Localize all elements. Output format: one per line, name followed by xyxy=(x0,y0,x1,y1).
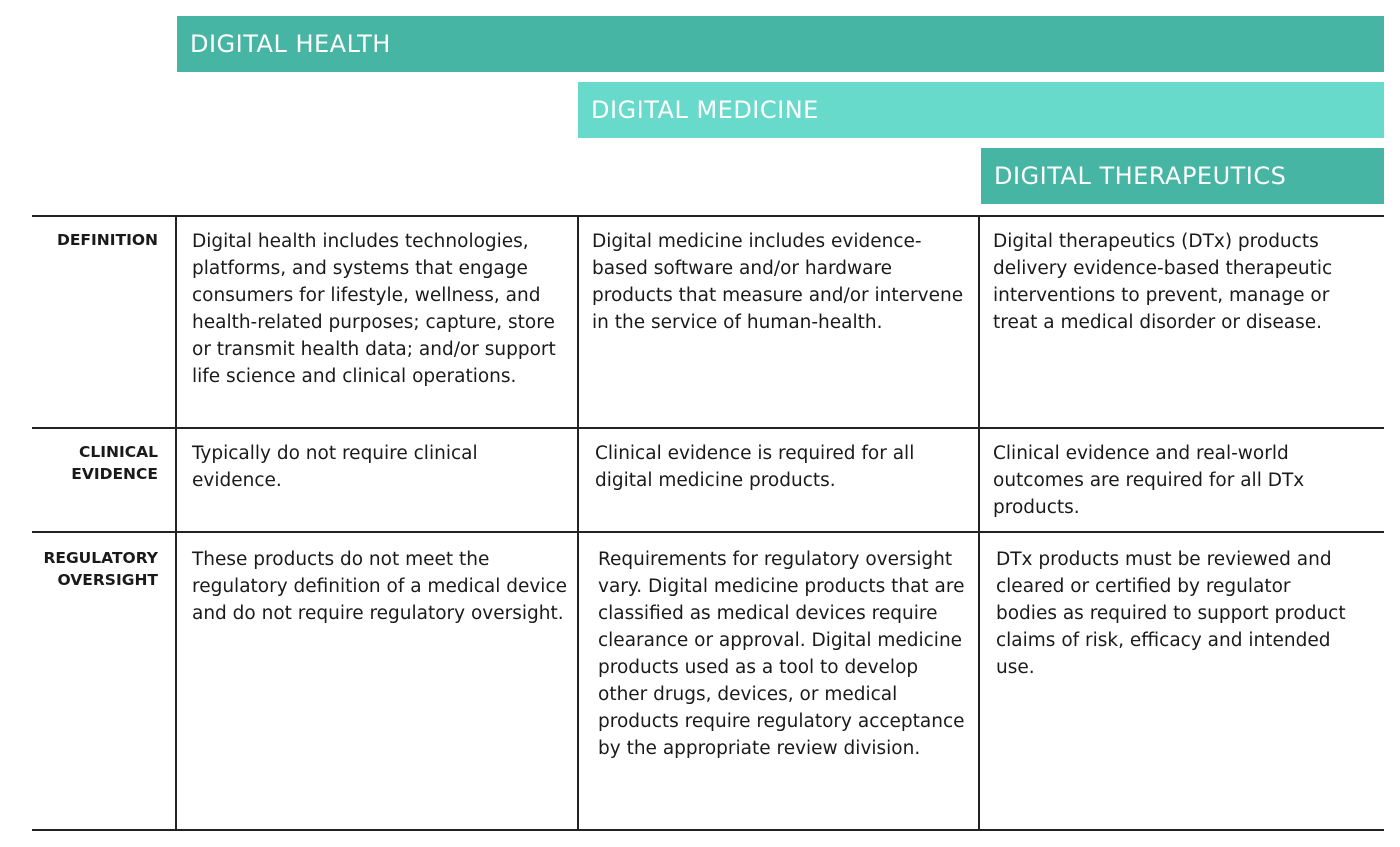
digital-health-label: DIGITAL HEALTH xyxy=(190,30,391,58)
row-divider-2 xyxy=(32,531,1384,533)
column-divider-2 xyxy=(577,216,579,830)
definition-medicine-cell: Digital medicine includes evidence-based software and/or hardware products that measure and/or intervene in the service of human-health. xyxy=(592,231,964,333)
clinical-label-line1: CLINICAL xyxy=(78,443,158,461)
clinical-label-line2: EVIDENCE xyxy=(71,465,158,483)
clinical-medicine-cell: Clinical evidence is required for all digital medicine products. xyxy=(595,443,915,491)
digital-health-band xyxy=(177,16,1384,72)
digital-therapeutics-label: DIGITAL THERAPEUTICS xyxy=(994,162,1287,190)
digital-therapeutics-band xyxy=(981,148,1384,204)
clinical-health-cell: Typically do not require clinical evidence. xyxy=(192,443,478,491)
definition-label-text: DEFINITION xyxy=(56,231,158,249)
column-divider-1 xyxy=(175,216,177,830)
row-divider-1 xyxy=(32,427,1384,429)
digital-medicine-label: DIGITAL MEDICINE xyxy=(591,96,819,124)
regulatory-label-line2: OVERSIGHT xyxy=(57,571,158,589)
digital-medicine-band xyxy=(578,82,1384,138)
table-top-rule xyxy=(32,215,1384,217)
definition-health-cell: Digital health includes technologies, platforms, and systems that engage consumers for lifestyle, wellness, and health-related purposes; capture, store or transmit health data; and/or support life science and clinical operations. xyxy=(192,231,556,387)
column-divider-3 xyxy=(978,216,980,830)
regulatory-label-line1: REGULATORY xyxy=(43,549,158,567)
regulatory-medicine-cell: Requirements for regulatory oversight vary. Digital medicine products that are classified as medical devices require clearance or approval. Digital medicine products used as a tool to develop other drugs, devices, or medical products require regulatory acceptance by the appropriate review division. xyxy=(598,549,965,759)
definition-row-label xyxy=(32,229,158,251)
clinical-evidence-row-label xyxy=(32,441,158,485)
regulatory-therapeutics-cell: DTx products must be reviewed and cleared or certified by regulator bodies as required to support product claims of risk, efficacy and intended use. xyxy=(996,549,1346,678)
definition-therapeutics-cell: Digital therapeutics (DTx) products delivery evidence-based therapeutic interventions to prevent, manage or treat a medical disorder or disease. xyxy=(993,231,1333,333)
table-bottom-rule xyxy=(32,829,1384,831)
clinical-therapeutics-cell: Clinical evidence and real-world outcomes are required for all DTx products. xyxy=(993,443,1305,518)
regulatory-oversight-row-label xyxy=(32,547,158,591)
regulatory-health-cell: These products do not meet the regulatory definition of a medical device and do not require regulatory oversight. xyxy=(192,549,568,624)
